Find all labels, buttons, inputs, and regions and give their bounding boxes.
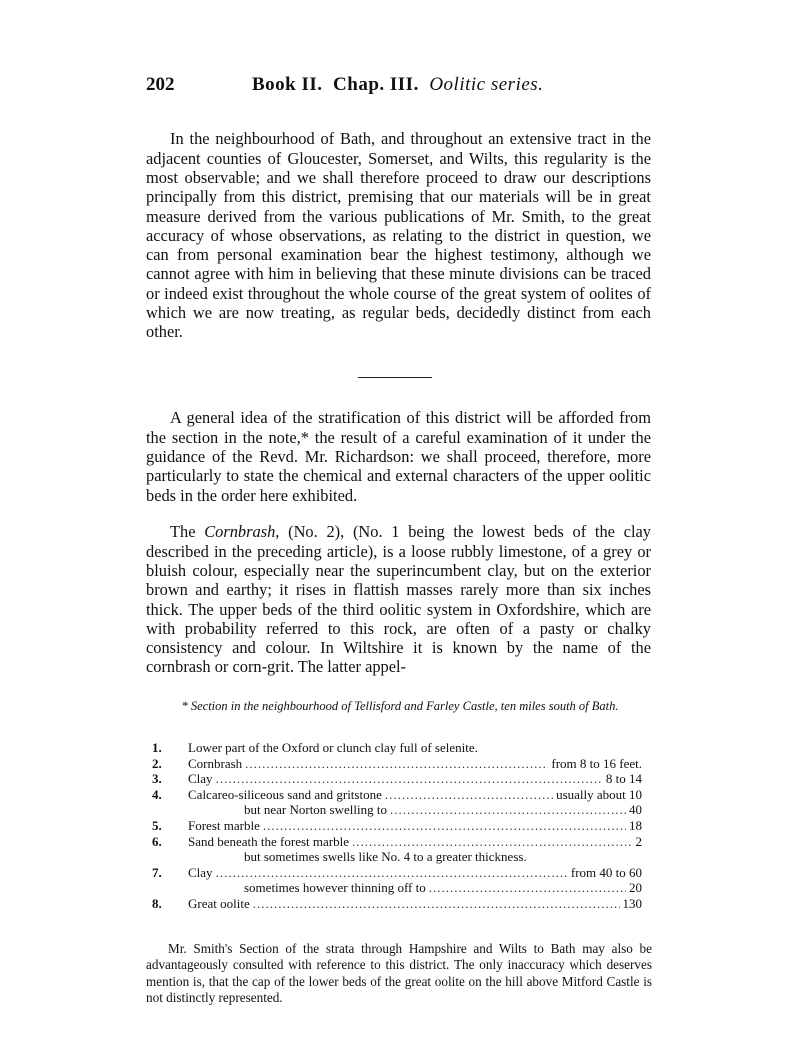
strata-row (152, 802, 642, 818)
strata-description: Forest marble (188, 817, 260, 833)
strata-description: Calcareo-siliceous sand and gritstone (188, 786, 382, 802)
footnote-closing: Mr. Smith's Section of the strata through Hampshire and Wilts to Bath may also be advantageously consulted with reference to this district. The only inaccuracy which deserves mention is, that the cap of the lower beds of the great oolite on the hill above Mitford Castle is not distinctly represented. (146, 941, 652, 1006)
dot-leader (253, 896, 620, 912)
strata-description: Great oolite (188, 895, 250, 911)
para3-lead: The (170, 522, 205, 542)
chapter-label: Chap. III. (333, 74, 419, 95)
section-label: Oolitic series. (429, 74, 544, 95)
strata-thickness: from 8 to 16 feet. (551, 755, 642, 771)
dot-leader (390, 802, 626, 818)
strata-number: 7. (152, 864, 162, 880)
dot-leader (429, 880, 626, 896)
strata-row (152, 740, 642, 756)
dot-leader (216, 771, 603, 787)
strata-description: but sometimes swells like No. 4 to a greater thickness. (244, 849, 527, 865)
running-header (146, 74, 666, 106)
strata-thickness: 130 (622, 895, 642, 911)
dot-leader (245, 756, 548, 772)
running-title (252, 74, 543, 96)
strata-description: Lower part of the Oxford or clunch clay full of selenite. (188, 740, 478, 755)
para3-rest: , (No. 2), (No. 1 being the lowest beds of the clay described in the preceding article), is a loose rubbly limestone, of a grey or bluish colour, especially near the superincumbent clay, but on the exterior brown and earthy; it rises in flattish masses rarely more than six inches thick. The upper beds of the third oolitic system in Oxfordshire, which are with probability referred to this rock, are often of a pasty or chalky consistency and colour. In Wiltshire it is known by the name of the cornbrash or corn-grit. The latter appel- (146, 522, 651, 677)
strata-description: Clay (188, 771, 213, 787)
paragraph-stratification: A general idea of the stratification of this district will be afforded from the section in the note,* the result of a careful examination of it under the guidance of the Revd. Mr. Richardson: we shall proceed, therefore, more particularly to state the chemical and external characters of the upper oolitic beds in the order here exhibited. (146, 408, 651, 505)
strata-number: 6. (152, 833, 162, 849)
strata-thickness: 18 (629, 817, 642, 833)
strata-description: Sand beneath the forest marble (188, 833, 349, 849)
strata-list (152, 740, 642, 912)
strata-number: 2. (152, 755, 162, 771)
strata-thickness: 40 (629, 802, 642, 818)
strata-thickness: 2 (635, 833, 642, 849)
strata-thickness: 8 to 14 (605, 771, 642, 787)
strata-description: Cornbrash (188, 755, 243, 771)
strata-row (152, 771, 642, 787)
strata-row (152, 818, 642, 834)
book-label: Book II. (252, 74, 323, 95)
strata-description: but near Norton swelling to (244, 802, 387, 818)
strata-number: 5. (152, 817, 162, 833)
dot-leader (385, 787, 553, 803)
strata-number: 4. (152, 786, 162, 802)
strata-row (152, 787, 642, 803)
strata-thickness: 20 (629, 880, 642, 896)
page-number: 202 (146, 74, 175, 95)
dot-leader (263, 818, 626, 834)
strata-number: 3. (152, 771, 162, 787)
strata-description: sometimes however thinning off to (244, 880, 426, 896)
strata-row (152, 880, 642, 896)
strata-row (152, 849, 642, 865)
strata-number: 8. (152, 895, 162, 911)
dot-leader (352, 834, 633, 850)
strata-row (152, 834, 642, 850)
footnote-title: * Section in the neighbourhood of Tellisford and Farley Castle, ten miles south of Bath. (181, 699, 619, 713)
strata-row (152, 756, 642, 772)
strata-row (152, 865, 642, 881)
strata-row (152, 896, 642, 912)
strata-number: 1. (152, 740, 162, 755)
dot-leader (216, 865, 568, 881)
strata-thickness: usually about 10 (556, 786, 642, 802)
paragraph-cornbrash (146, 522, 651, 676)
cornbrash-term: Cornbrash (204, 522, 276, 542)
paragraph-intro: In the neighbourhood of Bath, and throughout an extensive tract in the adjacent counties of Gloucester, Somerset, and Wilts, this regularity is the most observable; and we shall therefore proceed to draw our descriptions principally from this district, premising that our materials will be in great measure derived from the various publications of Mr. Smith, to the great accuracy of whose observations, as relating to the district in question, we can from personal examination bear the highest testimony, although we cannot agree with him in believing that these minute divisions can be traced or indeed exist throughout the whole course of the great system of oolites of which we are now treating, as regular beds, decidedly distinct from each other. (146, 129, 651, 342)
strata-description: Clay (188, 864, 213, 880)
section-divider (358, 377, 432, 378)
strata-thickness: from 40 to 60 (570, 864, 642, 880)
